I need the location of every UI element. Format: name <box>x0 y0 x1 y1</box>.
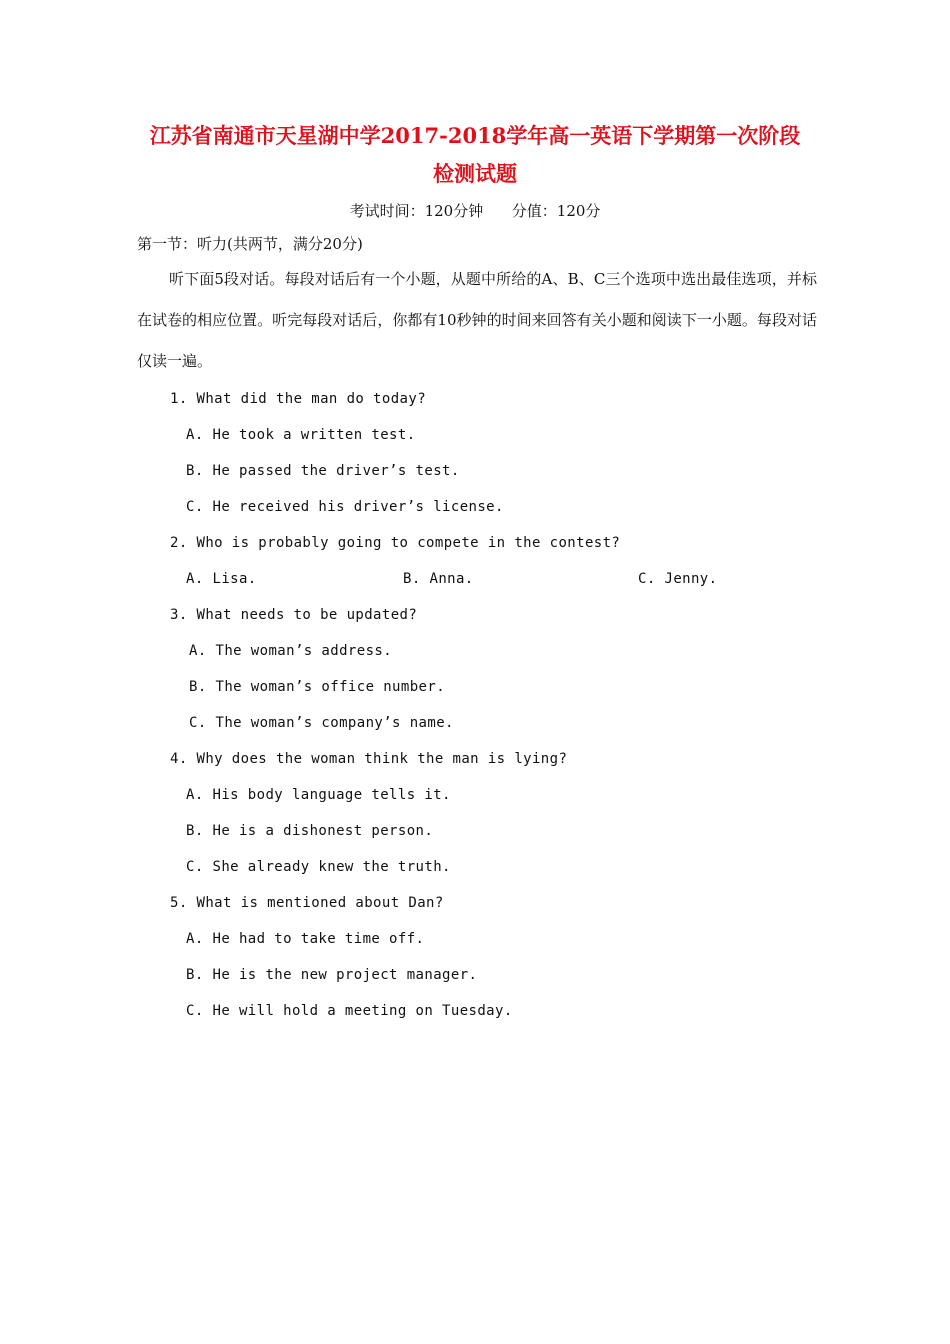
document-title-line-1: 江苏省南通市天星湖中学2017-2018学年高一英语下学期第一次阶段 <box>149 123 801 148</box>
question-3-option-c: C. The woman’s company’s name. <box>189 715 454 731</box>
question-1-stem: 1. What did the man do today? <box>170 391 427 407</box>
question-4-option-a: A. His body language tells it. <box>186 787 451 803</box>
section-instructions: 听下面5段对话。每段对话后有一个小题，从题中所给的A、B、C三个选项中选出最佳选项，并标在试卷的相应位置。听完每段对话后，你都有10秒钟的时间来回答有关小题和阅读下一小题。每段对话仅读一遍。 <box>137 270 817 370</box>
document-title-line-2: 检测试题 <box>433 161 517 186</box>
question-1-option-a: A. He took a written test. <box>186 427 416 443</box>
question-1-option-b: B. He passed the driver’s test. <box>186 463 460 479</box>
question-4-stem: 4. Why does the woman think the man is lying? <box>170 751 568 767</box>
question-5-option-c: C. He will hold a meeting on Tuesday. <box>186 1003 513 1019</box>
question-2-option-b: B. Anna. <box>403 571 474 587</box>
question-3-option-b: B. The woman’s office number. <box>189 679 446 695</box>
question-3-stem: 3. What needs to be updated? <box>170 607 418 623</box>
question-4-option-c: C. She already knew the truth. <box>186 859 451 875</box>
question-3-option-a: A. The woman’s address. <box>189 643 393 659</box>
question-2-option-c: C. Jenny. <box>638 571 718 587</box>
question-4-option-b: B. He is a dishonest person. <box>186 823 434 839</box>
question-5-option-b: B. He is the new project manager. <box>186 967 478 983</box>
question-1-option-c: C. He received his driver’s license. <box>186 499 504 515</box>
question-5-stem: 5. What is mentioned about Dan? <box>170 895 444 911</box>
question-5-option-a: A. He had to take time off. <box>186 931 425 947</box>
exam-info: 考试时间：120分钟 分值：120分 <box>349 202 601 220</box>
question-2-stem: 2. Who is probably going to compete in the contest? <box>170 535 621 551</box>
question-2-option-a: A. Lisa. <box>186 571 257 587</box>
section-heading: 第一节：听力(共两节，满分20分) <box>137 235 363 253</box>
